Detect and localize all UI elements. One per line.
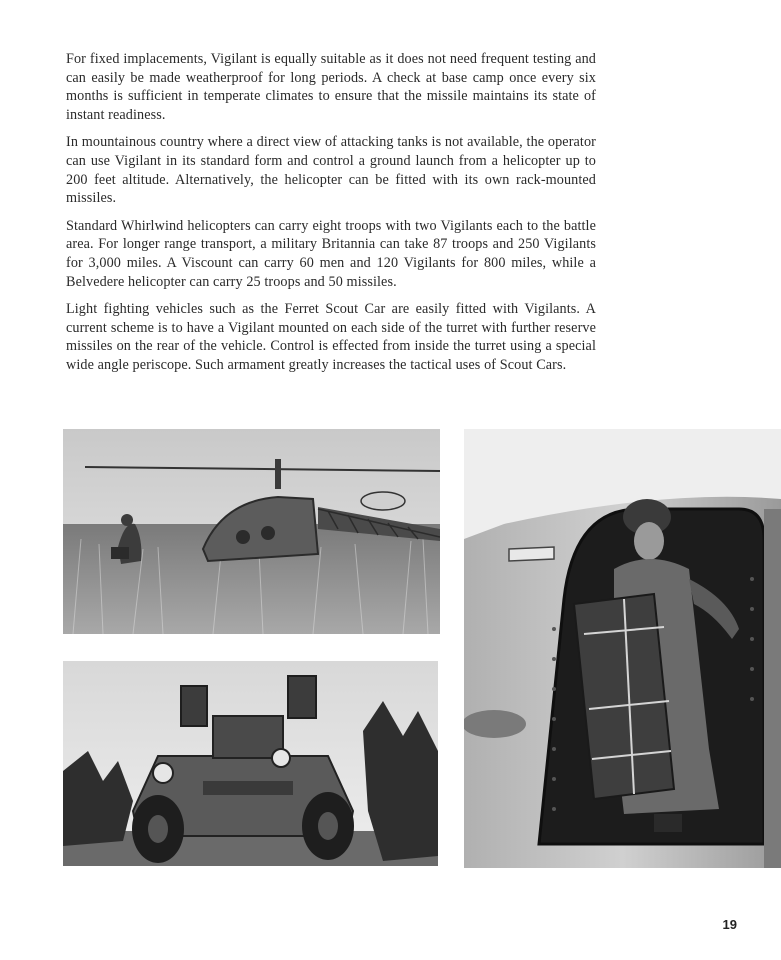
- photo-ferret-scout-car: [63, 661, 438, 866]
- page-number: 19: [722, 917, 737, 932]
- body-text: [66, 50, 596, 384]
- paragraph-helicopter-transport: Standard Whirlwind helicopters can carry eight troops with two Vigilants each to the battle area. For longer range transport, a military Britannia can take 87 troops and 250 Vigilants for 3,000 miles. A Viscount can carry 60 men and 120 Vigilants for 800 miles, while a Belvedere helicopter can carry 25 troops and 50 missiles.: [66, 217, 596, 290]
- helicopter-field-image: [63, 429, 440, 634]
- paragraph-fixed-implacements: For fixed implacements, Vigilant is equally suitable as it does not need frequent testing and can easily be made weatherproof for long periods. A check at base camp once every six months is sufficient in temperate climates to ensure that the missile maintains its state of instant readiness.: [66, 51, 596, 123]
- photo-paratrooper-in-doorway: [464, 429, 781, 868]
- paragraph-scout-cars: Light fighting vehicles such as the Ferret Scout Car are easily fitted with Vigilants. A current scheme is to have a Vigilant mounted on each side of the turret with further reserve missiles on the rear of the vehicle. Control is effected from inside the turret using a special wide angle periscope. Such armament greatly increases the tactical uses of Scout Cars.: [66, 301, 596, 373]
- paratrooper-image: [464, 429, 781, 868]
- ferret-car-image: [63, 661, 438, 866]
- paragraph-mountainous-country: In mountainous country where a direct view of attacking tanks is not available, the operator can use Vigilant in its standard form and control a ground launch from a helicopter up to 200 feet altitude. Alternatively, the helicopter can be fitted with its own rack-mounted missiles.: [66, 134, 596, 207]
- photo-helicopter-in-field: [63, 429, 440, 634]
